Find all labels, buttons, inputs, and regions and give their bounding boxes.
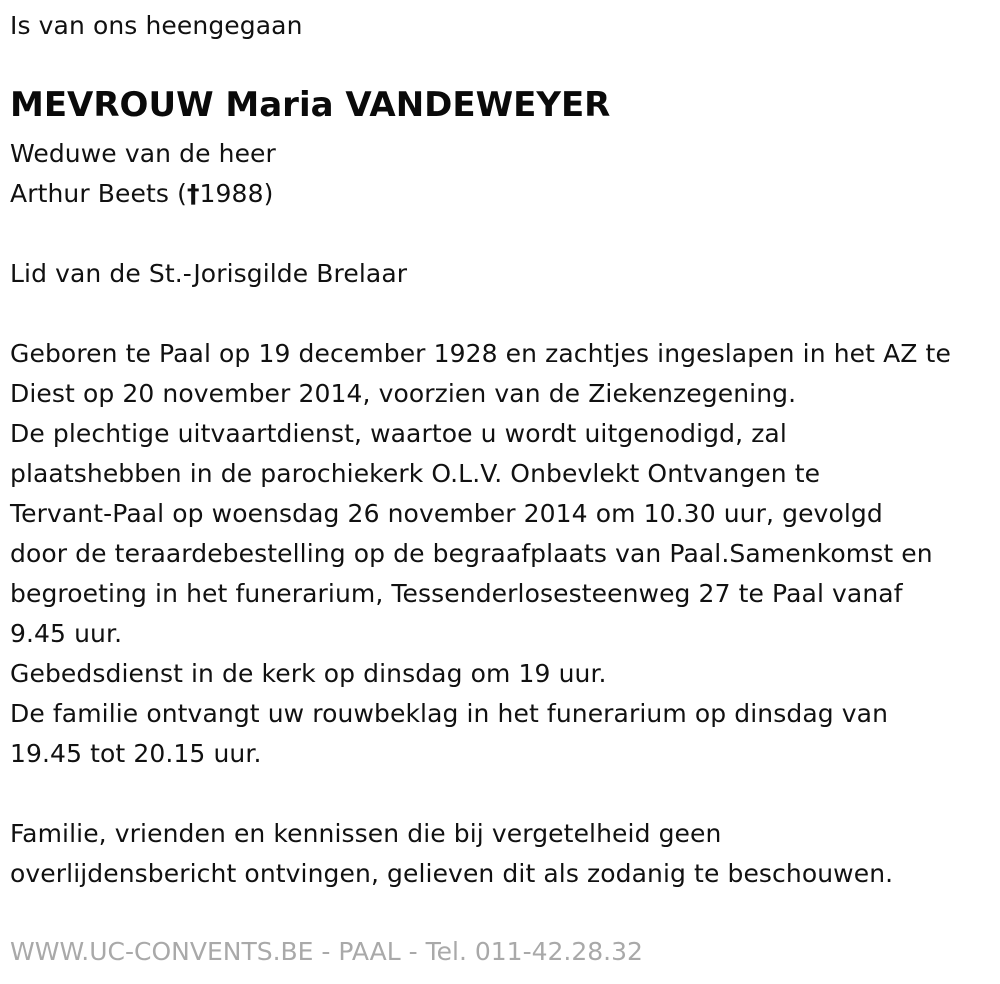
body-line: Tervant-Paal op woensdag 26 november 2014 om 10.30 uur, gevolgd [10,499,883,528]
footer-contact: WWW.UC-CONVENTS.BE - PAAL - Tel. 011-42.28.32 [10,937,643,966]
spouse-info [10,134,276,214]
body-line: 9.45 uur. [10,619,123,648]
body-line: plaatshebben in de parochiekerk O.L.V. Onbevlekt Ontvangen te [10,459,821,488]
deceased-name: MEVROUW Maria VANDEWEYER [10,85,611,125]
funeral-details [10,334,951,774]
cross-icon: † [186,179,200,208]
closing-line: Familie, vrienden en kennissen die bij vergetelheid geen [10,819,722,848]
body-line: Geboren te Paal op 19 december 1928 en zachtjes ingeslapen in het AZ te [10,339,951,368]
closing-note [10,814,893,894]
intro-text: Is van ons heengegaan [10,11,303,40]
body-line: 19.45 tot 20.15 uur. [10,739,262,768]
body-line: De familie ontvangt uw rouwbeklag in het funerarium op dinsdag van [10,699,889,728]
spouse-year: 1988) [199,179,274,208]
body-line: begroeting in het funerarium, Tessenderlosesteenweg 27 te Paal vanaf [10,579,903,608]
membership-text: Lid van de St.-Jorisgilde Brelaar [10,259,408,288]
body-line: door de teraardebestelling op de begraafplaats van Paal.Samenkomst en [10,539,933,568]
spouse-name: Arthur Beets ( [10,179,187,208]
body-line: Gebedsdienst in de kerk op dinsdag om 19 uur. [10,659,607,688]
membership-info [10,254,407,294]
closing-line: overlijdensbericht ontvingen, gelieven dit als zodanig te beschouwen. [10,859,894,888]
body-line: De plechtige uitvaartdienst, waartoe u wordt uitgenodigd, zal [10,419,787,448]
body-line: Diest op 20 november 2014, voorzien van de Ziekenzegening. [10,379,797,408]
spouse-line-2 [10,174,276,214]
spouse-line-1: Weduwe van de heer [10,139,276,168]
